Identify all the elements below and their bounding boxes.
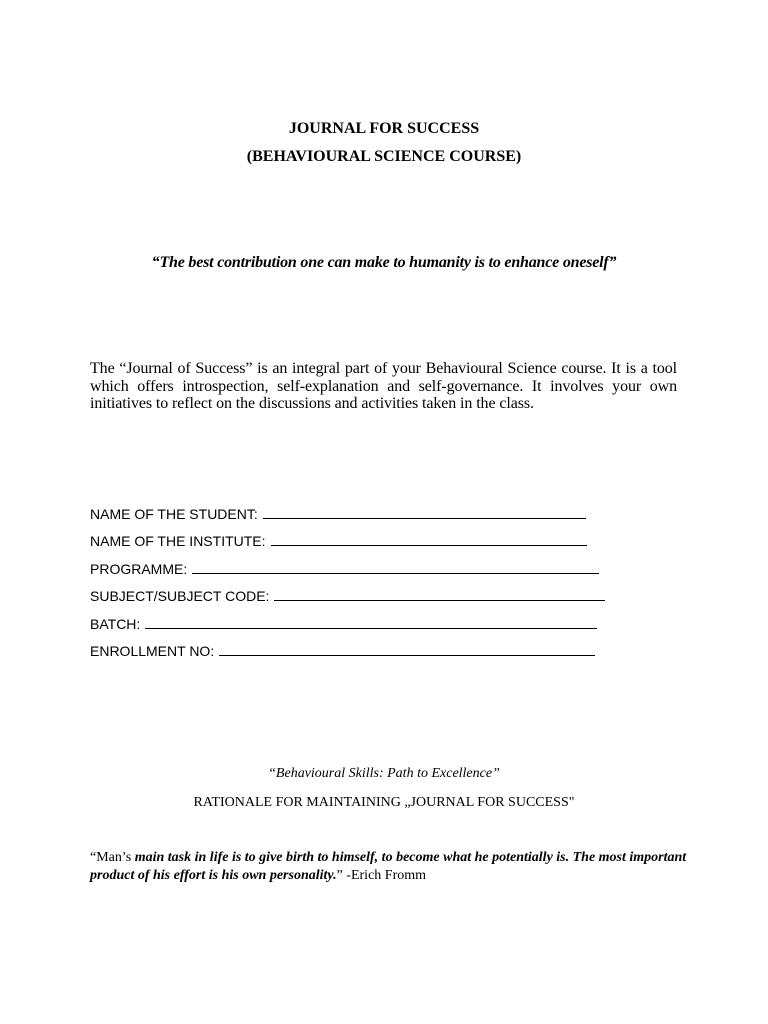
field-label: ENROLLMENT NO:	[90, 643, 215, 659]
field-label: NAME OF THE INSTITUTE:	[90, 533, 266, 549]
fromm-quote-body: main task in life is to give birth to himself, to become what he potentially is. The most important product of his effort is his own personality.	[90, 850, 687, 883]
field-batch	[90, 604, 620, 632]
enrollment-no-blank[interactable]	[219, 640, 595, 656]
motto: “Behavioural Skills: Path to Excellence”	[268, 766, 500, 781]
fromm-quote-open: “Man’s	[90, 850, 135, 865]
institute-name-blank[interactable]	[271, 530, 587, 546]
field-enrollment-no	[90, 632, 620, 660]
field-programme	[90, 549, 620, 577]
field-label: BATCH:	[90, 615, 141, 632]
batch-blank[interactable]	[145, 613, 597, 629]
field-label: NAME OF THE STUDENT:	[90, 505, 258, 522]
field-institute-name	[90, 522, 620, 550]
intro-paragraph: The “Journal of Success” is an integral part of your Behavioural Science course. It is a tool which offers introspection, self-explanation and self-governance. It involves your own initiatives to reflect on the discussions and activities taken in the class.	[90, 360, 677, 412]
field-label: SUBJECT/SUBJECT CODE:	[90, 588, 270, 604]
field-student-name	[90, 494, 620, 522]
field-label: PROGRAMME:	[90, 560, 188, 577]
rationale-heading: RATIONALE FOR MAINTAINING „JOURNAL FOR SUCCESS"	[193, 795, 575, 810]
fromm-quote	[90, 849, 690, 884]
document-title: JOURNAL FOR SUCCESS	[288, 120, 480, 137]
subject-code-blank[interactable]	[274, 585, 605, 601]
opening-quote: “The best contribution one can make to humanity is to enhance oneself”	[151, 254, 617, 271]
fromm-quote-attribution: ” -Erich Fromm	[336, 867, 427, 883]
programme-blank[interactable]	[192, 558, 599, 574]
student-name-blank[interactable]	[263, 503, 586, 519]
field-subject-code	[90, 577, 620, 605]
document-subtitle: (BEHAVIOURAL SCIENCE COURSE)	[246, 148, 522, 165]
student-details-form	[90, 494, 620, 659]
